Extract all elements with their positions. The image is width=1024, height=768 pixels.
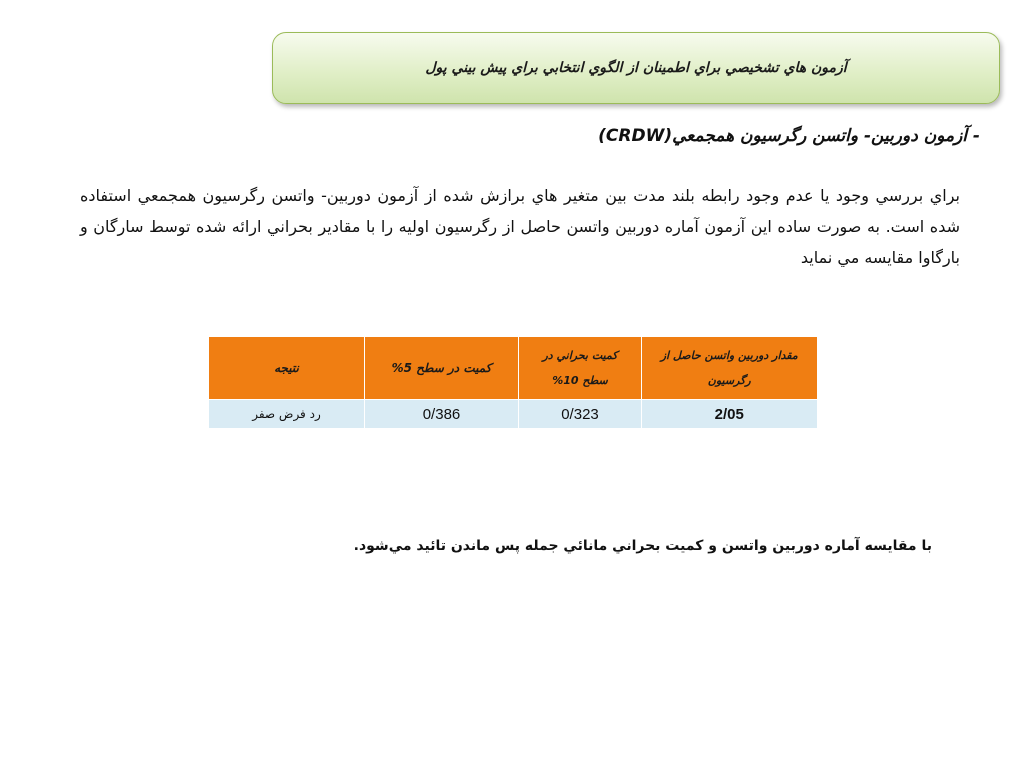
cell-critical-5: 0/386 (365, 400, 519, 429)
header-dw-statistic: مقدار دوربين واتسن حاصل از رگرسيون (642, 337, 817, 400)
section-heading: - آزمون دوربين- واتسن رگرسيون همجمعي(CRDW) (598, 126, 980, 146)
cell-result: رد فرض صفر (209, 400, 365, 429)
results-table (208, 337, 817, 428)
header-critical-10: كميت بحراني در سطح 10% (519, 337, 642, 400)
conclusion-text: با مقايسه آماره دوربين واتسن و كميت بحراني مانائي جمله پس ماندن تائيد مي‌شود. (353, 538, 932, 554)
header-critical-5: كميت در سطح 5% (365, 337, 519, 400)
table-row (209, 400, 817, 429)
header-result: نتيجه (209, 337, 365, 400)
slide-title: آزمون هاي تشخيصي براي اطمينان از الگوي انتخابي براي پيش بيني پول (425, 60, 847, 76)
body-paragraph: براي بررسي وجود يا عدم وجود رابطه بلند مدت بين متغير هاي برازش شده از آزمون دوربين- واتسن رگرسيون همجمعي استفاده شده است. به صورت ساده اين آزمون آماره دوربين واتسن حاصل از رگرسيون اوليه را با مقادير بحراني ارائه شده توسط سارگان و بارگاوا مقايسه مي نمايد (80, 186, 960, 267)
cell-critical-10: 0/323 (519, 400, 642, 429)
table-header-row (209, 337, 817, 400)
slide-title-box (272, 32, 1000, 104)
cell-dw-statistic: 2/05 (642, 400, 817, 429)
